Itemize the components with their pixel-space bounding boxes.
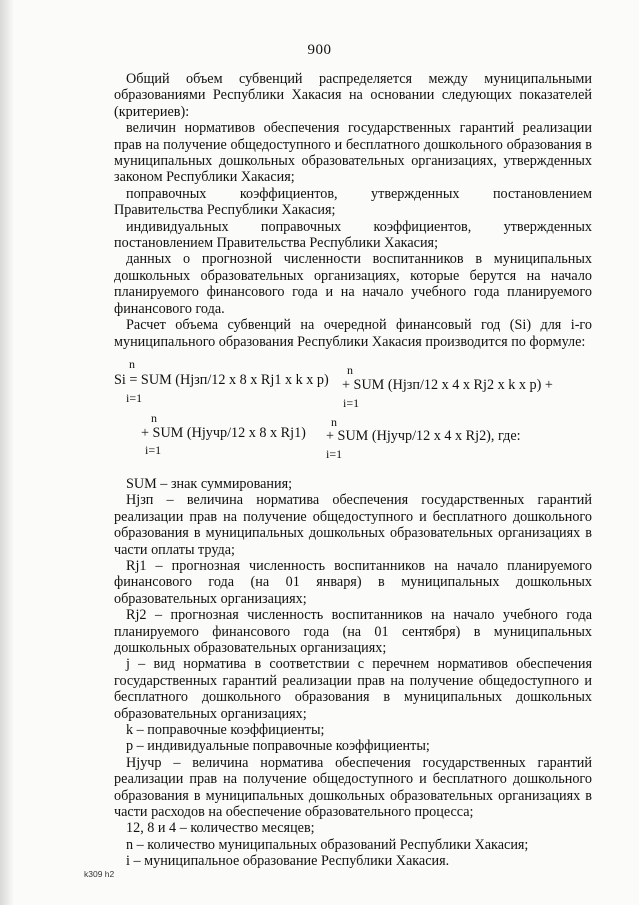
footer-code: k309 h2	[84, 869, 115, 879]
definition-rj1: Rj1 – прогнозная численность воспитанников на начало планируемого финансового года (на 01 января) в муниципальных дошкольных образовательных организациях;	[114, 557, 592, 607]
formula-line1-term-a: Si = SUM (Hjзп/12 x 8 x Rj1 x k x p)	[114, 371, 329, 388]
formula-line2-term-a: + SUM (Hjучр/12 x 8 x Rj1)	[141, 424, 306, 441]
formula-line2-upper-limit-a: n	[151, 410, 157, 425]
formula-line2-upper-limit-b: n	[331, 414, 337, 429]
definition-n: n – количество муниципальных образований Республики Хакасия;	[126, 836, 529, 853]
definition-sum: SUM – знак суммирования;	[126, 475, 293, 492]
definition-p: p – индивидуальные поправочные коэффициенты;	[126, 738, 430, 755]
definition-rj2: Rj2 – прогнозная численность воспитанников на начало учебного года планируемого финансового года (на 01 сентября) в муниципальных дошкольных образовательных организациях;	[114, 607, 592, 656]
definition-i: i – муниципальное образование Республики Хакасия.	[126, 853, 450, 870]
formula-line2-lower-limit-b: i=1	[326, 446, 343, 461]
formula-line2-term-b: + SUM (Hjучр/12 x 4 x Rj2), где:	[326, 427, 521, 444]
formula-line1-term-b: + SUM (Hjзп/12 x 4 x Rj2 x k x p) +	[342, 376, 553, 393]
formula-line1-upper-limit-a: n	[129, 356, 135, 371]
formula-line2-lower-limit-a: i=1	[145, 442, 162, 457]
definition-j: j – вид норматива в соответствии с перечнем нормативов обеспечения государственных гарантий реализации прав на получение общедоступного и бесплатного дошкольного образования в муниципальных дошкольных образовательных организациях;	[114, 656, 592, 722]
paragraph-criterion-norms: величин нормативов обеспечения государственных гарантий реализации прав на получение общедоступного и бесплатного дошкольного образования в муниципальных дошкольных образовательных организациях, утвержденных законом Республики Хакасия;	[114, 120, 592, 186]
paragraph-criterion-coefficients: поправочных коэффициентов, утвержденных постановлением Правительства Республики Хакасия;	[114, 185, 592, 219]
document-body	[114, 71, 592, 870]
formula-line1-lower-limit-b: i=1	[343, 395, 360, 410]
page-number: 900	[307, 42, 332, 58]
definition-k: k – поправочные коэффициенты;	[126, 722, 325, 738]
paragraph-criterion-individual-coefficients: индивидуальных поправочных коэффициентов, утвержденных постановлением Правительства Республики Хакасия;	[114, 218, 592, 252]
definition-months: 12, 8 и 4 – количество месяцев;	[126, 820, 315, 837]
formula-line1-upper-limit-b: n	[347, 362, 353, 377]
paragraph-formula-intro: Расчет объема субвенций на очередной финансовый год (Si) для i-го муниципального образования Республики Хакасия производится по формуле:	[114, 317, 592, 350]
scan-edge-shadow	[0, 0, 14, 905]
definition-hjuchr: Hjучр – величина норматива обеспечения государственных гарантий реализации прав на получение общедоступного и бесплатного дошкольного образования в муниципальных дошкольных образовательных организациях в части расходов на обеспечение образовательного процесса;	[114, 754, 592, 821]
subvention-formula	[114, 356, 592, 464]
paragraph-intro: Общий объем субвенций распределяется между муниципальными образованиями Республики Хакасия на основании следующих показателей (критериев):	[114, 71, 592, 120]
paragraph-criterion-forecast: данных о прогнозной численности воспитанников в муниципальных дошкольных образовательных организациях, которые берутся на начало планируемого финансового года и на начало учебного года планируемого финансового года.	[114, 251, 592, 317]
formula-line1-lower-limit-a: i=1	[126, 390, 143, 405]
definition-hjzp: Hjзп – величина норматива обеспечения государственных гарантий реализации прав на получение общедоступного и бесплатного дошкольного образования в муниципальных дошкольных образовательных организациях в части оплаты труда;	[114, 492, 592, 558]
